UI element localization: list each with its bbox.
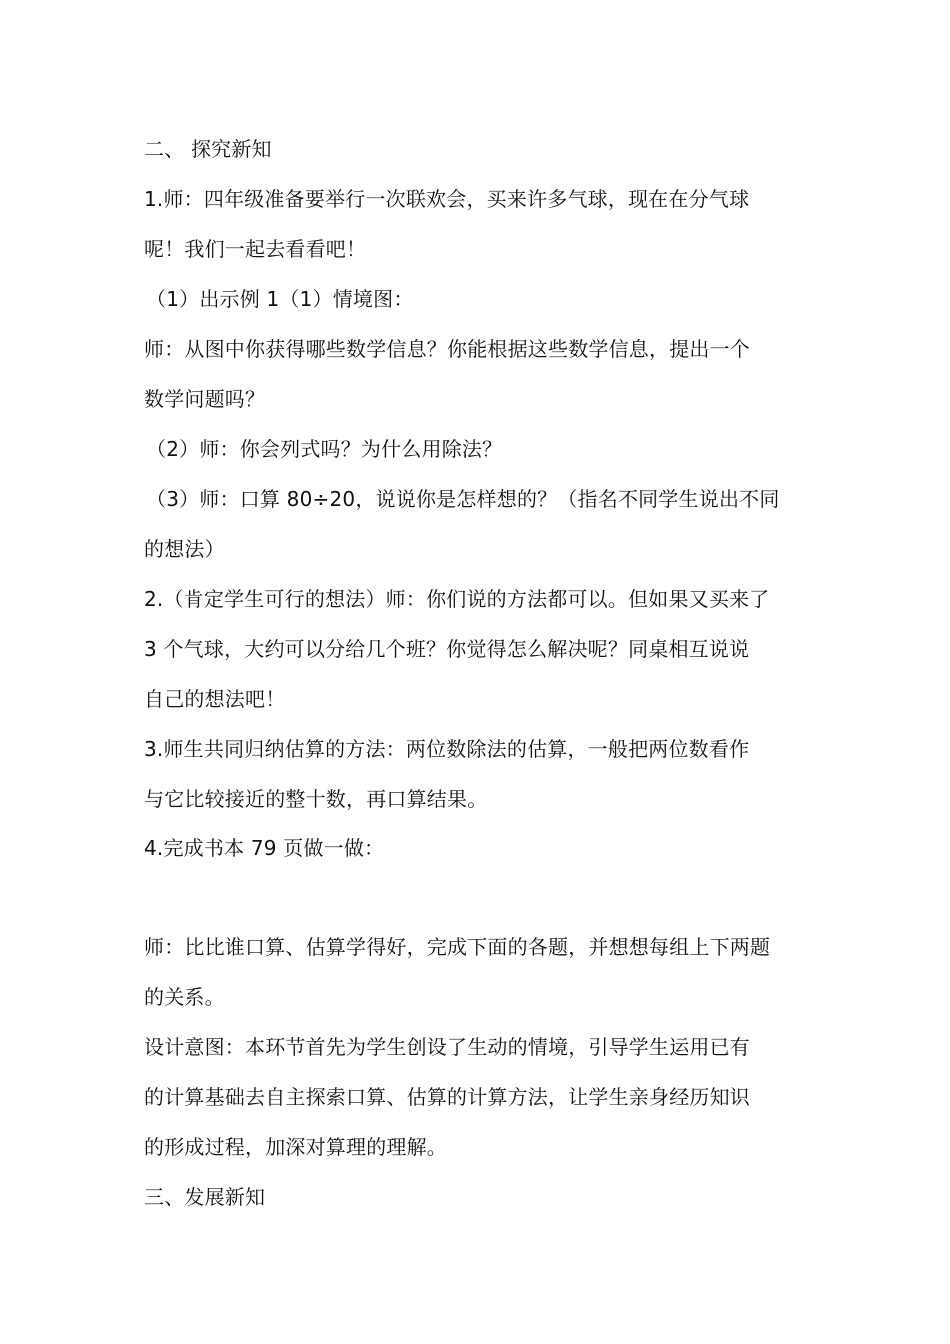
design-intent-line: 的计算基础去自主探索口算、估算的计算方法，让学生亲身经历知识	[144, 1085, 750, 1109]
paragraph-line: 的想法）	[144, 537, 225, 561]
design-intent-line: 的形成过程，加深对算理的理解。	[144, 1135, 447, 1159]
paragraph-line: 呢！我们一起去看看吧！	[144, 237, 367, 261]
paragraph-line: （1）出示例 1（1）情境图：	[146, 287, 414, 311]
paragraph-line: 4.完成书本 79 页做一做：	[144, 836, 385, 860]
paragraph-line: 3.师生共同归纳估算的方法：两位数除法的估算，一般把两位数看作	[144, 737, 750, 761]
design-intent-line: 设计意图：本环节首先为学生创设了生动的情境，引导学生运用已有	[144, 1035, 750, 1059]
paragraph-line: （3）师：口算 80÷20，说说你是怎样想的？（指名不同学生说出不同	[146, 487, 780, 511]
paragraph-line: 的关系。	[144, 985, 225, 1009]
paragraph-line: 2.（肯定学生可行的想法）师：你们说的方法都可以。但如果又买来了	[144, 587, 770, 611]
paragraph-line: 3 个气球，大约可以分给几个班？你觉得怎么解决呢？同桌相互说说	[144, 637, 750, 661]
paragraph-line: 师：从图中你获得哪些数学信息？你能根据这些数学信息，提出一个	[144, 337, 750, 361]
section-heading-develop: 三、发展新知	[144, 1185, 266, 1209]
paragraph-line: 1.师：四年级准备要举行一次联欢会，买来许多气球，现在在分气球	[144, 187, 750, 211]
paragraph-line: 数学问题吗？	[144, 387, 266, 411]
paragraph-line: （2）师：你会列式吗？为什么用除法？	[146, 437, 503, 461]
paragraph-line: 师：比比谁口算、估算学得好，完成下面的各题，并想想每组上下两题	[144, 935, 771, 959]
paragraph-line: 自己的想法吧！	[144, 687, 286, 711]
paragraph-line: 与它比较接近的整十数，再口算结果。	[144, 787, 488, 811]
section-heading-explore: 二、 探究新知	[144, 137, 272, 161]
